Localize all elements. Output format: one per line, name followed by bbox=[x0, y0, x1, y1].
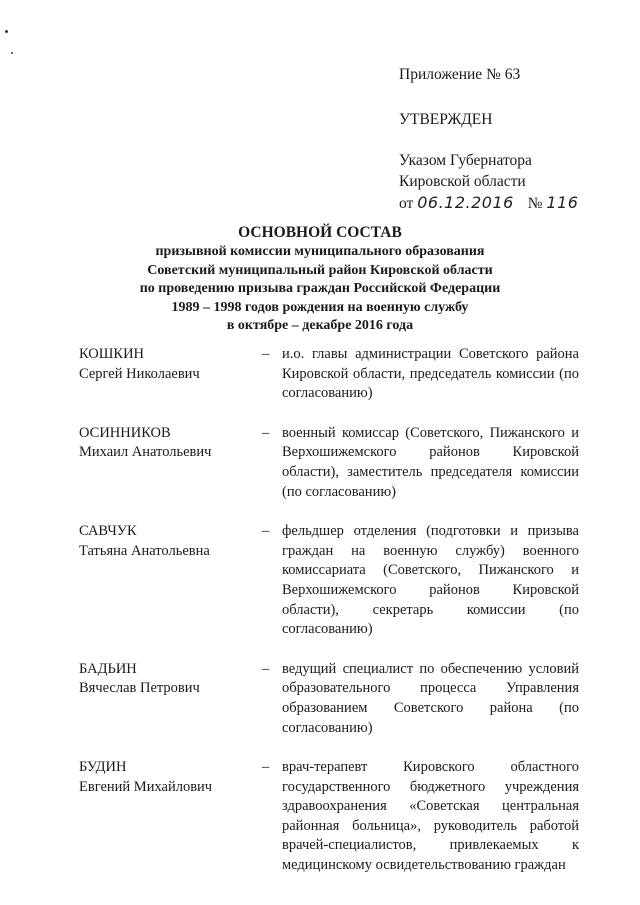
title-line: по проведению призыва граждан Российской Федерации bbox=[139, 281, 501, 297]
member-name: Михаил Анатольевич bbox=[79, 444, 212, 461]
decree-line-2: Кировской области bbox=[399, 173, 526, 190]
number-prefix: № bbox=[527, 195, 543, 212]
member-surname: КОШКИН bbox=[79, 346, 145, 362]
member-dash: – bbox=[262, 660, 270, 677]
scan-speck bbox=[5, 30, 8, 33]
decree-line-1: Указом Губернатора bbox=[399, 152, 532, 169]
member-role: врач-терапевт Кировского областного государственного бюджетного учреждения здравоохранения «Советская центральная районная больница», руководитель работой врачей-специалистов, привлекаемых к медицинскому освидетельствованию граждан bbox=[282, 759, 579, 874]
approval-block bbox=[399, 64, 619, 214]
scan-speck bbox=[11, 52, 13, 54]
handwritten-number: 116 bbox=[546, 193, 579, 212]
title-line: в октябре – декабре 2016 года bbox=[226, 318, 414, 334]
member-role: военный комиссар (Советского, Пижанского и Верхошижемского районов Кировской области), заместитель председателя комиссии (по согласованию) bbox=[282, 424, 579, 500]
member-surname: САВЧУК bbox=[79, 523, 137, 540]
member-name: Сергей Николаевич bbox=[79, 365, 200, 382]
members-list bbox=[79, 345, 579, 896]
member-dash: – bbox=[262, 759, 270, 776]
member-role: и.о. главы администрации Советского района Кировской области, председатель комиссии (по согласованию) bbox=[282, 346, 579, 402]
approved-label: УТВЕРЖДЕН bbox=[399, 111, 493, 128]
date-prefix: от bbox=[399, 195, 414, 212]
member-name: Евгений Михайлович bbox=[79, 778, 213, 795]
member-dash: – bbox=[262, 346, 270, 362]
member-name: Вячеслав Петрович bbox=[79, 680, 200, 697]
member-entry bbox=[79, 345, 579, 404]
title-line: призывной комиссии муниципального образования bbox=[155, 244, 485, 260]
member-surname: БАДЬИН bbox=[79, 660, 137, 677]
member-dash: – bbox=[262, 523, 270, 540]
title-line: Советский муниципальный район Кировской области bbox=[147, 262, 493, 278]
member-entry bbox=[79, 522, 579, 640]
member-surname: БУДИН bbox=[79, 759, 127, 776]
member-surname: ОСИННИКОВ bbox=[79, 424, 171, 441]
member-role: ведущий специалист по обеспечению условий образовательного процесса Управления образованием Советского района (по согласованию) bbox=[282, 660, 579, 736]
decree-date-line bbox=[399, 192, 619, 214]
member-entry bbox=[79, 424, 579, 502]
appendix-number: Приложение № 63 bbox=[399, 66, 521, 83]
member-role: фельдшер отделения (подготовки и призыва граждан на военную службу) военного комиссариата (Советского, Пижанского и Верхошижемского районов Кировской области), секретарь комиссии (по согласованию) bbox=[282, 523, 579, 638]
member-entry bbox=[79, 660, 579, 738]
member-entry bbox=[79, 758, 579, 876]
title-main: ОСНОВНОЙ СОСТАВ bbox=[238, 224, 402, 241]
handwritten-date: 06.12.2016 bbox=[417, 193, 514, 212]
document-title bbox=[0, 224, 640, 335]
member-dash: – bbox=[262, 424, 270, 441]
member-name: Татьяна Анатольевна bbox=[79, 542, 210, 559]
title-line: 1989 – 1998 годов рождения на военную службу bbox=[171, 299, 469, 315]
